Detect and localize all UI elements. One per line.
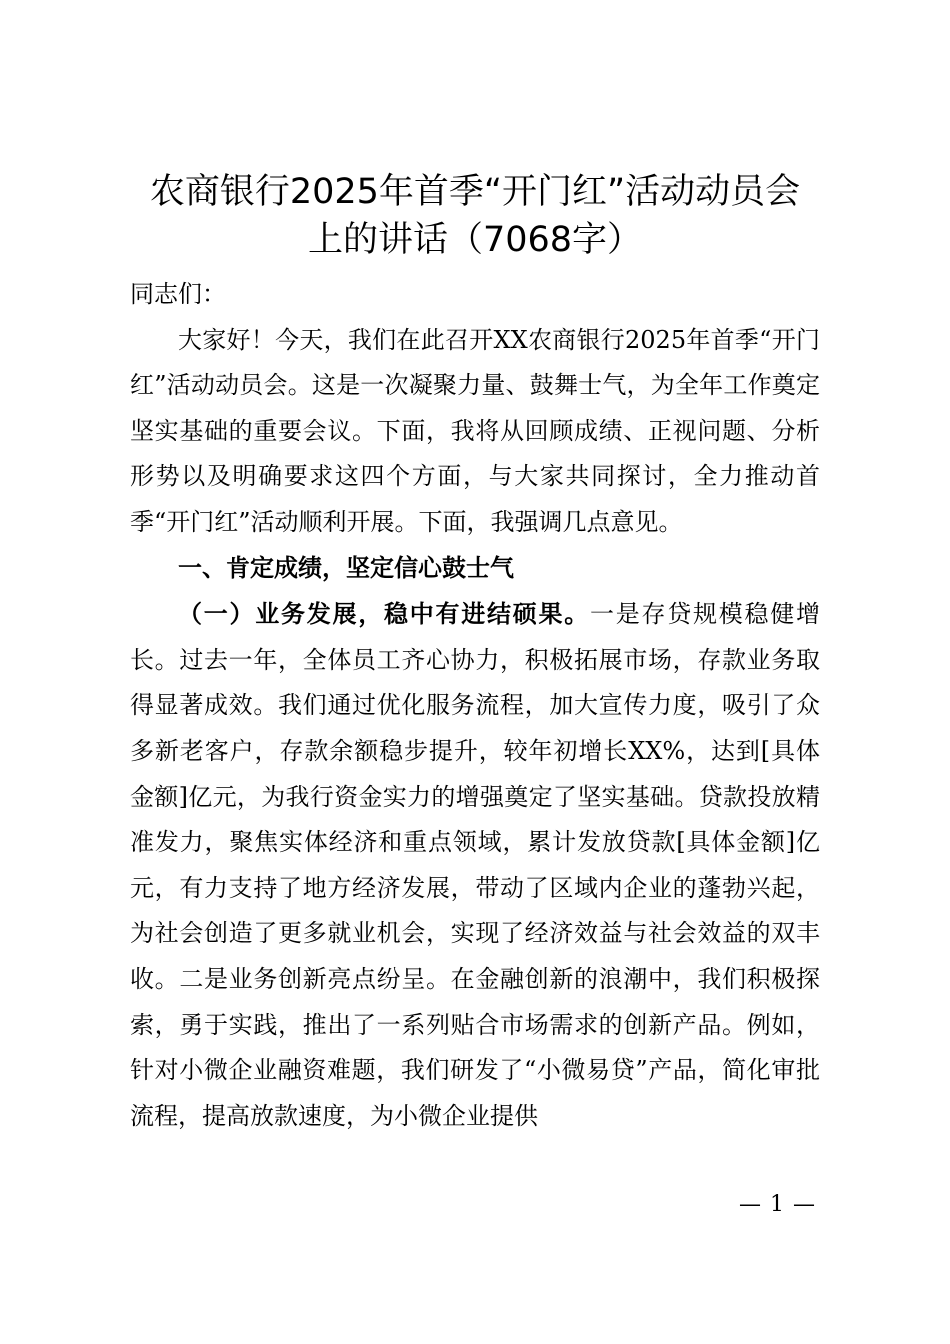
section-heading-1: 一、肯定成绩，坚定信心鼓士气 (178, 553, 514, 582)
intro-paragraph: 大家好！今天，我们在此召开XX农商银行2025年首季“开门红”活动动员会。这是一次凝聚力量、鼓舞士气，为全年工作奠定坚实基础的重要会议。下面，我将从回顾成绩、正视问题、分析形势以及明确要求这四个方面，与大家共同探讨，全力推动首季“开门红”活动顺利开展。下面，我强调几点意见。 (130, 325, 820, 536)
subsection-body-1: 一是存贷规模稳健增长。过去一年，全体员工齐心协力，积极拓展市场，存款业务取得显著成效。我们通过优化服务流程，加大宣传力度，吸引了众多新老客户，存款余额稳步提升，较年初增长XX%，达到[具体金额]亿元，为我行资金实力的增强奠定了坚实基础。贷款投放精准发力，聚焦实体经济和重点领域，累计发放贷款[具体金额]亿元，有力支持了地方经济发展，带动了区域内企业的蓬勃兴起，为社会创造了更多就业机会，实现了经济效益与社会效益的双丰收。二是业务创新亮点纷呈。在金融创新的浪潮中，我们积极探索，勇于实践，推出了一系列贴合市场需求的创新产品。例如，针对小微企业融资难题，我们研发了“小微易贷”产品，简化审批流程，提高放款速度，为小微企业提供 (130, 600, 820, 1130)
page-number: — 1 — (739, 1192, 816, 1217)
document-title (120, 168, 830, 264)
document-body (130, 272, 820, 1139)
subsection-heading-1: （一）业务发展，稳中有进结硕果。 (178, 599, 590, 629)
title-line-1: 农商银行2025年首季“开门红”活动动员会 (149, 172, 801, 212)
salutation: 同志们： (130, 280, 226, 308)
subsection-paragraph-1 (130, 591, 820, 1139)
title-line-2: 上的讲话（7068字） (307, 220, 643, 260)
